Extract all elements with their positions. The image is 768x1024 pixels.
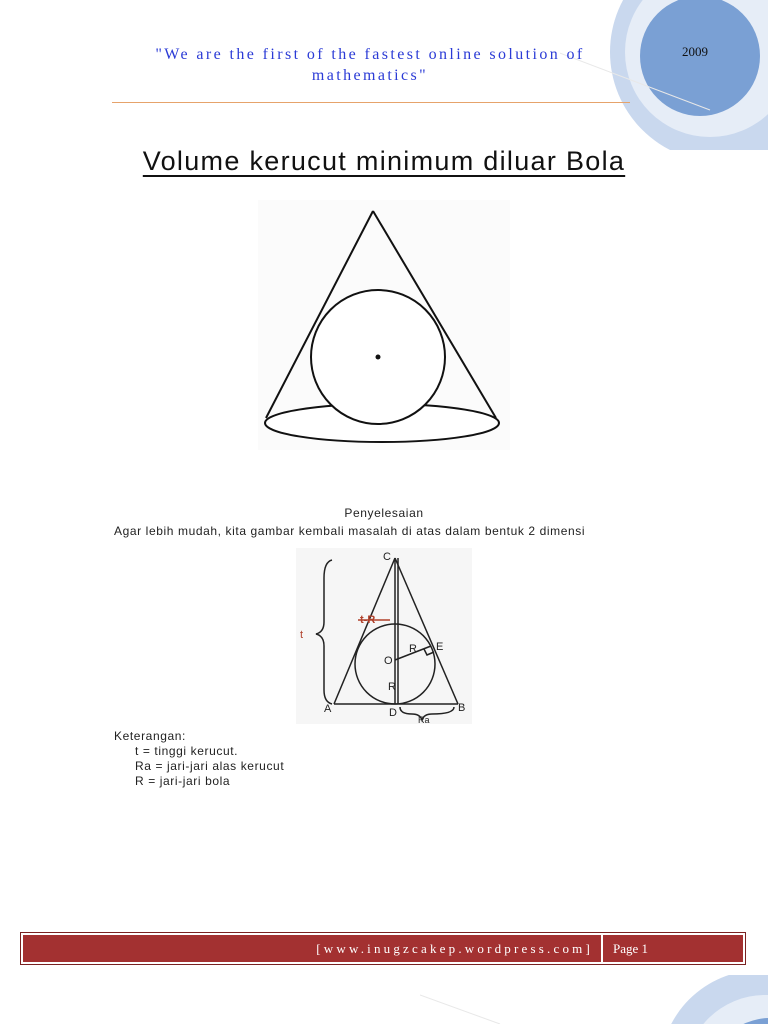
header-rule [112,102,630,103]
keterangan-item: R = jari-jari bola [135,774,231,788]
subheading: Penyelesaian [344,506,424,520]
label-ra: Ra [418,715,430,724]
label-r-slant: R [409,643,417,655]
footer-website-link[interactable]: [www.inugzcakep.wordpress.com] [23,935,603,962]
label-t: t [300,629,304,641]
footer-page-number: Page 1 [613,941,649,956]
keterangan-item: t = tinggi kerucut. [135,744,239,758]
sphere-center-dot [376,355,381,360]
corner-decoration-bottom [420,975,768,1024]
header-quote-line2: mathematics" [311,67,429,84]
label-c: C [383,551,391,563]
label-a: A [324,703,332,715]
keterangan-items [135,744,284,789]
cone-sphere-figure [258,200,510,450]
keterangan-item: Ra = jari-jari alas kerucut [135,759,285,773]
label-o: O [384,655,393,667]
page-title-text: Volume kerucut minimum diluar Bola [142,146,626,176]
intro-text: Agar lebih mudah, kita gambar kembali masalah di atas dalam bentuk 2 dimensi [114,524,586,538]
keterangan-block [114,729,284,789]
footer-inner [23,935,743,962]
page-title [0,146,768,177]
label-e: E [436,641,444,653]
footer-bar [20,932,746,965]
label-r-vertical: R [388,681,396,693]
label-d: D [389,707,397,719]
cross-section-figure [296,548,472,724]
keterangan-heading: Keterangan: [114,729,186,743]
label-b: B [458,702,466,714]
year-label: 2009 [682,44,708,59]
header-quote [120,44,620,86]
header-quote-line1: "We are the first of the fastest online solution of [155,46,585,63]
label-t-minus-r: t-R [360,614,376,626]
